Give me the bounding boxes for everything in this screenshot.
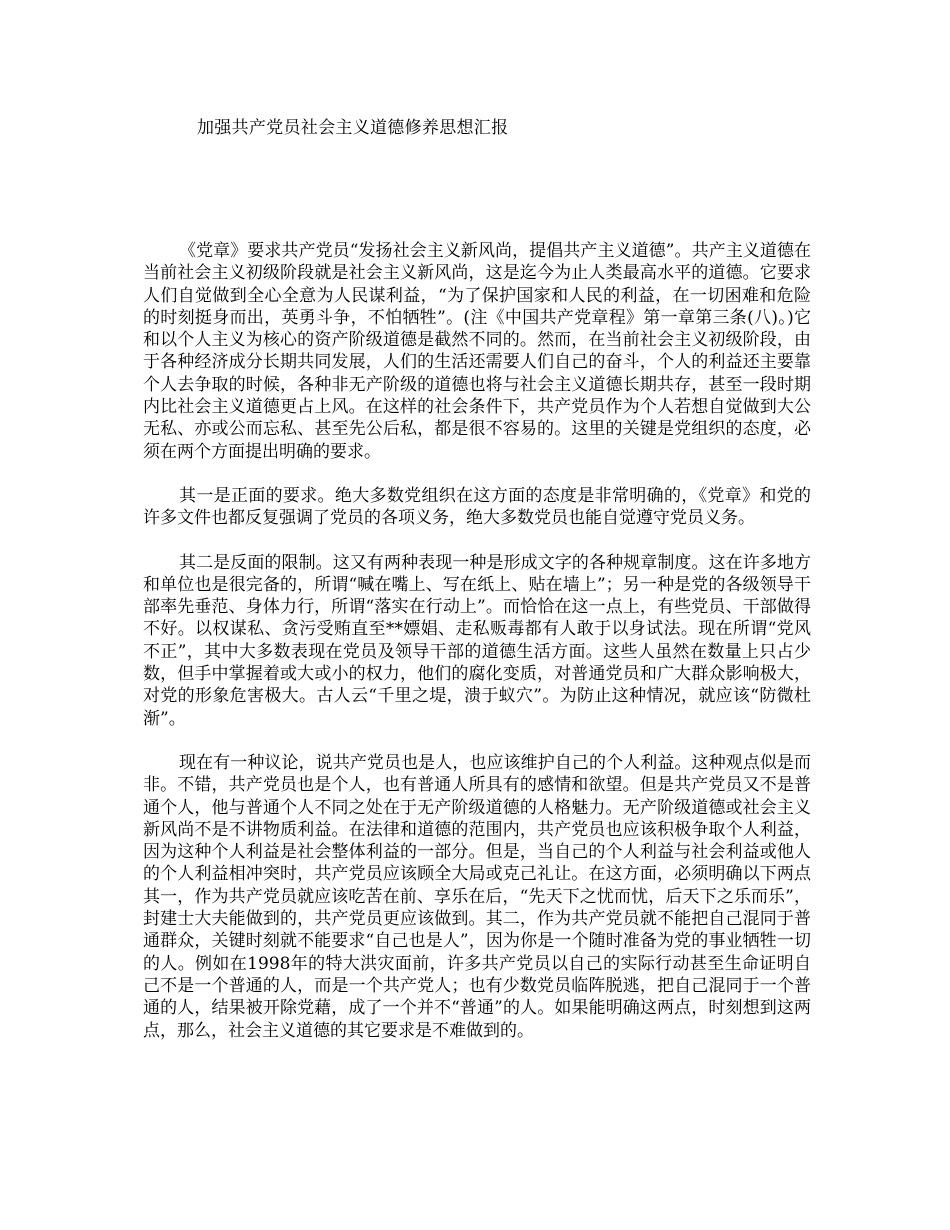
paragraph-1: 《党章》要求共产党员“发扬社会主义新风尚，提倡共产主义道德”。共产主义道德在当前社会主义初级阶段就是社会主义新风尚，这是迄今为止人类最高水平的道德。它要求人们自觉做到全心全意为人民谋利益，“为了保护国家和人民的利益，在一切困难和危险的时刻挺身而出，英勇斗争，不怕牺牲”。(注《中国共产党章程》第一章第三条(八)。)它和以个人主义为核心的资产阶级道德是截然不同的。然而，在当前社会主义初级阶段，由于各种经济成分长期共同发展，人们的生活还需要人们自己的奋斗，个人的利益还主要靠个人去争取的时候，各种非无产阶级的道德也将与社会主义道德长期共存，甚至一段时期内比社会主义道德更占上风。在这样的社会条件下，共产党员作为个人若想自觉做到大公无私、亦或公而忘私、甚至先公后私，都是很不容易的。这里的关键是党组织的态度，必须在两个方面提出明确的要求。 xyxy=(143,241,811,462)
paragraph-3: 其二是反面的限制。这又有两种表现一种是形成文字的各种规章制度。这在许多地方和单位也是很完备的，所谓“喊在嘴上、写在纸上、贴在墙上”；另一种是党的各级领导干部率先垂范、身体力行，所谓“落实在行动上”。而恰恰在这一点上，有些党员、干部做得不好。以权谋私、贪污受贿直至**嫖娼、走私贩毒都有人敢于以身试法。现在所谓“党风不正”，其中大多数表现在党员及领导干部的道德生活方面。这些人虽然在数量上只占少数，但手中掌握着或大或小的权力，他们的腐化变质，对普通党员和广大群众影响极大，对党的形象危害极大。古人云“千里之堤，溃于蚁穴”。为防止这种情况，就应该“防微杜渐”。 xyxy=(143,552,811,729)
paragraph-4: 现在有一种议论，说共产党员也是人，也应该维护自己的个人利益。这种观点似是而非。不错，共产党员也是个人，也有普通人所具有的感情和欲望。但是共产党员又不是普通个人，他与普通个人不同之处在于无产阶级道德的人格魅力。无产阶级道德或社会主义新风尚不是不讲物质利益。在法律和道德的范围内，共产党员也应该积极争取个人利益，因为这种个人利益是社会整体利益的一部分。但是，当自己的个人利益与社会利益或他人的个人利益相冲突时，共产党员应该顾全大局或克己礼让。在这方面，必须明确以下两点其一，作为共产党员就应该吃苦在前、享乐在后，“先天下之忧而忧，后天下之乐而乐”，封建士大夫能做到的，共产党员更应该做到。其二，作为共产党员就不能把自己混同于普通群众，关键时刻就不能要求“自己也是人”，因为你是一个随时准备为党的事业牺牲一切的人。例如在1998年的特大洪灾面前，许多共产党员以自己的实际行动甚至生命证明自己不是一个普通的人，而是一个共产党人；也有少数党员临阵脱逃，把自己混同于一个普通的人，结果被开除党藉，成了一个并不“普通”的人。如果能明确这两点，时刻想到这两点，那么，社会主义道德的其它要求是不难做到的。 xyxy=(143,752,811,1041)
document-title: 加强共产党员社会主义道德修养思想汇报 xyxy=(197,118,509,138)
document-body xyxy=(143,240,811,1064)
paragraph-2: 其一是正面的要求。绝大多数党组织在这方面的态度是非常明确的，《党章》和党的许多文件也都反复强调了党员的各项义务，绝大多数党员也能自觉遵守党员义务。 xyxy=(143,485,811,529)
